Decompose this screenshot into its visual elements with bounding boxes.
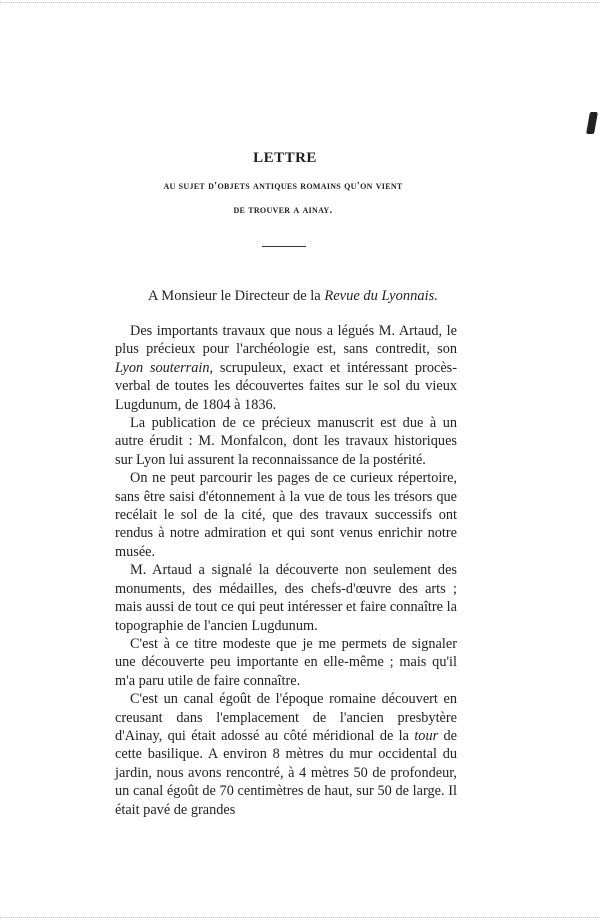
address-prefix: A Monsieur le Directeur de la bbox=[148, 288, 325, 304]
margin-ink-mark bbox=[586, 112, 598, 134]
letter-subtitle-line-2: de trouver a ainay. bbox=[233, 204, 333, 216]
letter-subtitle-line-1: au sujet d'objets antiques romains qu'on vient bbox=[163, 180, 403, 192]
separator-rule bbox=[262, 246, 306, 247]
paragraph: C'est un canal égoût de l'époque romaine découvert en creusant dans l'emplacement de l'ancien presbytère d'Ainay, qui était adossé au côté méridional de la tour de cette basilique. A environ 8 mètres du mur occidental du jardin, nous avons rencontré, à 4 mètres 50 de profondeur, un canal égoût de 70 centimètres de haut, sur 50 de large. Il était pavé de grandes bbox=[115, 691, 457, 818]
paragraph: On ne peut parcourir les pages de ce curieux répertoire, sans être saisi d'étonnement à la vue de tous les trésors que recélait le sol de la cité, que des travaux successifs ont rendus à notre admiration et qui sont venus enrichir notre musée. bbox=[115, 470, 457, 560]
journal-name: Revue du Lyonnais. bbox=[324, 288, 438, 304]
paragraph: Des importants travaux que nous a légués M. Artaud, le plus précieux pour l'archéologie est, sans contredit, son Lyon souterrain, scrupuleux, exact et intéressant procès-verbal de toutes les découvertes faites sur le sol du vieux Lugdunum, de 1804 à 1836. bbox=[115, 323, 457, 413]
scan-edge-bottom bbox=[0, 917, 600, 919]
paragraph: M. Artaud a signalé la découverte non seulement des monuments, des médailles, des chefs-d'œuvre des arts ; mais aussi de tout ce qui peut intéresser et faire connaître la topographie de l'ancien Lugdunum. bbox=[115, 562, 457, 634]
paragraph: C'est à ce titre modeste que je me permets de signaler une découverte peu importante en elle-même ; mais qu'il m'a paru utile de faire connaître. bbox=[115, 635, 457, 689]
letter-title: LETTRE bbox=[253, 150, 317, 166]
paragraph: La publication de ce précieux manuscrit est due à un autre érudit : M. Monfalcon, dont les travaux historiques sur Lyon lui assurent la reconnaissance de la postérité. bbox=[115, 415, 457, 468]
letter-address bbox=[148, 288, 438, 305]
scan-edge-top bbox=[0, 2, 600, 4]
letter-body bbox=[115, 322, 457, 819]
